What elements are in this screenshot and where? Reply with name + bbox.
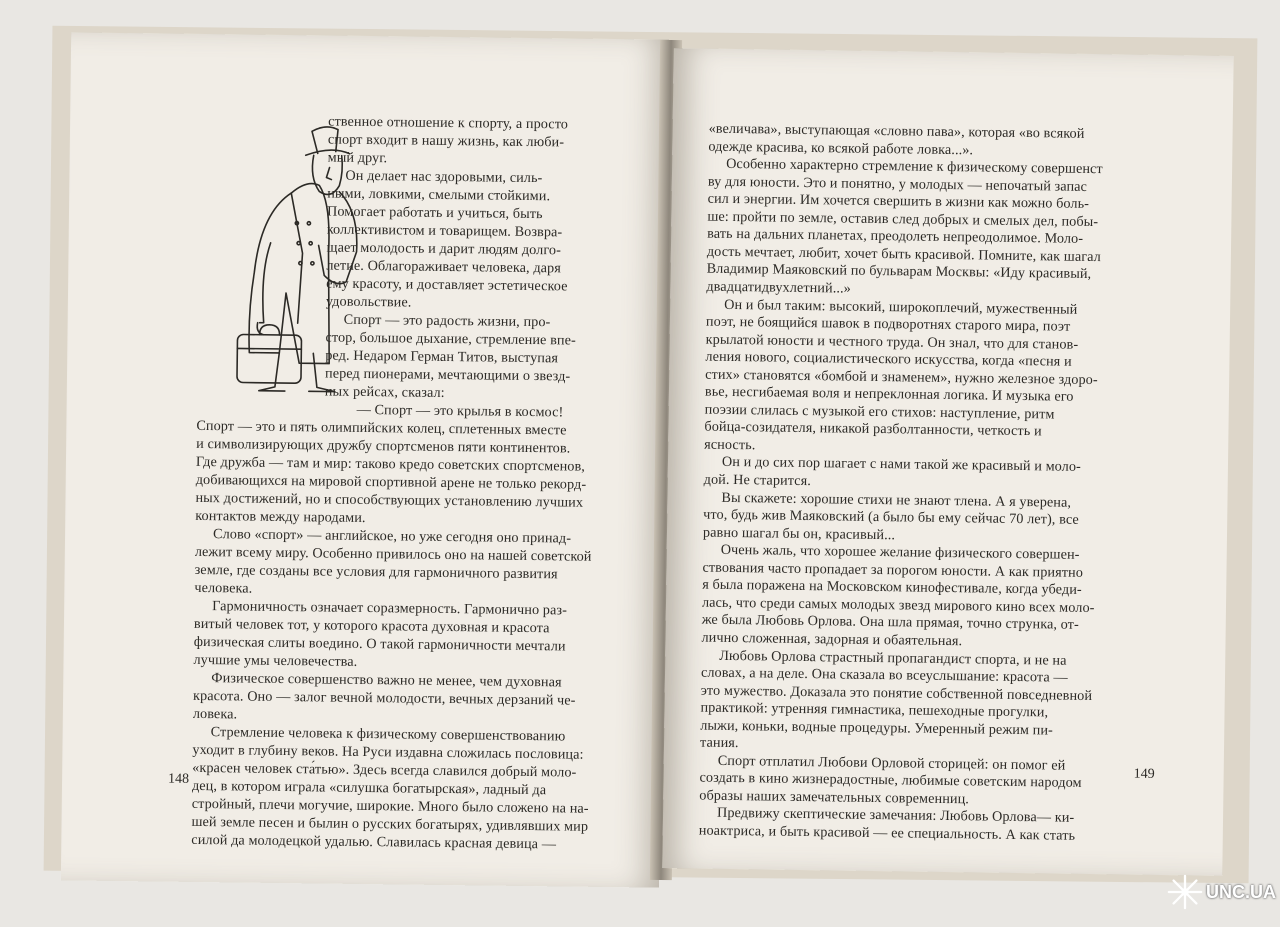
text-line: Особенно характерно стремление к физическому совершенст — [726, 155, 1103, 178]
text-line: Спорт отплатил Любови Орловой сторицей: он помог ей — [717, 752, 1066, 774]
snowflake-star-icon — [1166, 872, 1204, 912]
right-page — [662, 48, 1233, 876]
text-line: ственное отношение к спорту, а просто — [328, 113, 569, 133]
text-line: лучшие умы человечества. — [193, 651, 358, 670]
text-line: «величава», выступающая «словно пава», которая «во всякой — [708, 120, 1085, 142]
text-line: Он делает нас здоровыми, силь- — [345, 167, 543, 187]
text-line: создать в кино жизнерадостные, любимые советским народом — [699, 769, 1082, 792]
text-line: ред. Недаром Герман Титов, выступая — [325, 347, 559, 367]
text-line: ше: пройти по земле, оставив след добрых и смелых дел, побы- — [707, 208, 1099, 230]
text-line: Он и был таким: высокий, широкоплечий, мужественный — [724, 296, 1078, 318]
text-line: Он и до сих пор шагает с нами такой же красивый и моло- — [721, 454, 1082, 476]
text-line: ноактриса, и быть красивой — ее специальность. А как стать — [698, 822, 1076, 844]
text-line: я была поражена на Московском кинофестивале, когда убеди- — [702, 576, 1082, 599]
page-number-left: 148 — [167, 771, 190, 787]
text-line: Гармоничность означает соразмерность. Гармонично раз- — [212, 598, 568, 619]
text-line: силой да молодецкой удалью. Славилась красная девица — — [191, 831, 557, 853]
text-line: Стремление человека к физическому совершенствованию — [210, 724, 566, 745]
text-line: щает молодость и дарит людям долго- — [326, 239, 562, 259]
text-line: стройный, плечи могучие, широкие. Много было сложено на на- — [191, 795, 589, 817]
text-line: человека. — [194, 579, 253, 597]
text-line: ных рейсах, сказал: — [324, 383, 445, 401]
text-line: уходит в глубину веков. На Руси издавна сложилась пословица: — [192, 741, 584, 763]
text-line: образы наших замечательных современниц. — [699, 787, 970, 808]
text-line: крылатой юности и честного труда. Он знал, что для станов- — [705, 331, 1079, 353]
text-line: красота. Оно — залог вечной молодости, вечных дерзаний че- — [193, 687, 576, 709]
text-line: ных достижений, но и способствующих установлению лучших — [195, 489, 584, 511]
text-line: «красен человек ста́тью». Здесь всегда славился добрый моло- — [192, 759, 577, 781]
watermark-text: UNC.UA — [1206, 881, 1276, 902]
text-line: ными, ловкими, смелыми стойкими. — [327, 185, 551, 205]
text-line: ствования часто пропадает за порогом юности. А как приятно — [702, 559, 1084, 581]
text-line: ления нового, социалистического искусства, когда «песня и — [705, 348, 1072, 370]
text-line: Помогает работать и учиться, быть — [326, 203, 543, 223]
text-line: мый друг. — [327, 149, 388, 167]
text-line: и символизирующих дружбу спортсменов пяти континентов. — [196, 435, 571, 457]
text-line: лично сложенная, задорная и обаятельная. — [701, 629, 963, 650]
text-line: бойца-созидателя, никакой разболтанности, четкость и — [704, 418, 1042, 440]
text-line: поэзии слилась с музыкой его стихов: наступление, ритм — [704, 401, 1055, 423]
text-line: равно шагал бы он, красивый... — [702, 524, 896, 543]
text-line: физическая слиты воедино. О такой гармоничности мечтали — [193, 633, 566, 655]
text-line: тания. — [699, 734, 739, 752]
text-line: словах, а на деле. Она сказала во всеуслышание: красота — — [700, 664, 1068, 686]
text-line: лась, что среди самых молодых звезд мирового кино всех моло- — [701, 594, 1095, 616]
text-line: практикой: утренняя гимнастика, пешеходные прогулки, — [700, 699, 1049, 721]
text-line: шей земле песен и былин о русских богатырях, удивлявших мир — [191, 813, 589, 835]
text-line: Очень жаль, что хорошее желание физического совершен- — [720, 542, 1080, 564]
text-line: летие. Облагораживает человека, даря — [326, 257, 562, 277]
text-line: контактов между народами. — [195, 507, 366, 527]
text-line: спорт входит в нашу жизнь, как люби- — [327, 131, 565, 151]
text-line: ловека. — [192, 705, 238, 723]
text-line: стих» становятся «бомбой и знаменем», нужно железное здоро- — [705, 366, 1098, 388]
text-line: Где дружба — там и мир: таково кредо советских спортсменов, — [195, 453, 586, 475]
text-line: вье, несгибаемая воля и непреклонная логика. И музыка его — [704, 383, 1074, 405]
text-line: витый человек тот, у которого красота духовная и красота — [193, 615, 550, 637]
text-line: дость мечтает, любит, хочет быть красивой. Помните, как шагал — [706, 243, 1102, 265]
text-line: это мужество. Доказала это понятие собственной повседневной — [700, 682, 1093, 704]
site-watermark — [1166, 868, 1276, 916]
text-line: лыжи, коньки, водные процедуры. Умеренный режим пи- — [700, 717, 1054, 739]
text-line: лежит всему миру. Особенно привилось оно на нашей советской — [194, 543, 592, 565]
text-line: земле, где созданы все условия для гармоничного развития — [194, 561, 558, 583]
text-line: вать на дальних планетах, преодолеть непреодолимое. Моло- — [707, 225, 1084, 248]
text-line: — Спорт — это крылья в космос! — [356, 401, 564, 421]
text-line: сил и энергии. Им хочется свершить в жизни как можно боль- — [707, 190, 1090, 213]
text-line: ясность. — [704, 436, 756, 454]
text-line: ву для юности. Это и понятно, у молодых — непочатый запас — [707, 173, 1088, 195]
text-line: поэт, не боящийся шавок в подворотнях старого мира, поэт — [705, 313, 1071, 335]
text-line: перед пионерами, мечтающими о звезд- — [324, 365, 571, 385]
text-line: что, будь жив Маяковский (а было бы ему сейчас 70 лет), все — [703, 506, 1079, 528]
text-line: Предвижу скептические замечания: Любовь Орлова— ки- — [716, 805, 1075, 827]
text-line: одежде красива, ко всякой работе ловка...». — [708, 138, 974, 158]
left-page — [61, 32, 669, 887]
page-number-right: 149 — [1133, 766, 1155, 782]
text-line: ему красоту, и доставляет эстетическое — [326, 275, 568, 295]
text-line: Любовь Орлова страстный пропагандист спорта, и не на — [719, 647, 1067, 669]
text-line: удовольствие. — [325, 293, 412, 311]
text-line: дой. Не старится. — [703, 471, 812, 490]
text-line: Спорт — это радость жизни, про- — [343, 311, 551, 331]
text-line: дец, в котором играла «силушка богатырская», ладный да — [191, 777, 547, 799]
text-line: двадцатидвухлетний...» — [706, 278, 851, 297]
text-line: стор, большое дыхание, стремление впе- — [325, 329, 576, 349]
text-line: Владимир Маяковский по бульварам Москвы: «Иду красивый, — [706, 261, 1092, 283]
text-line: коллективистом и товарищем. Возвра- — [326, 221, 563, 241]
text-line: Вы скажете: хорошие стихи не знают тлена. А я уверена, — [721, 489, 1072, 511]
text-line: Спорт — это и пять олимпийских колец, сплетенных вместе — [196, 417, 567, 439]
text-line: добивающихся на мировой спортивной арене не только рекорд- — [195, 471, 587, 493]
text-line: Физическое совершенство важно не менее, чем духовная — [211, 670, 562, 691]
text-line: же была Любовь Орлова. Она шла прямая, точно струнка, от- — [701, 611, 1079, 634]
text-line: Слово «спорт» — английское, но уже сегодня оно принад- — [212, 526, 572, 547]
